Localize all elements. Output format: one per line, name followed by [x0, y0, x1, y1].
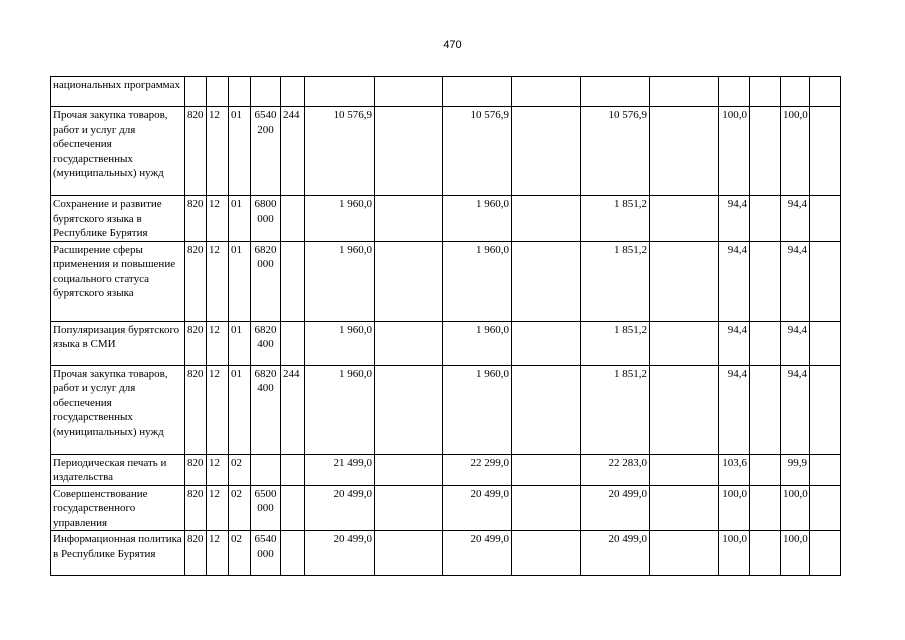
cell-empty [650, 454, 719, 485]
cell-percent-initial: 94,4 [719, 241, 750, 321]
cell-subsection: 01 [229, 365, 251, 454]
cell-percent-initial: 94,4 [719, 321, 750, 365]
cell-plan-initial: 20 499,0 [305, 485, 375, 531]
cell-target-article [251, 454, 281, 485]
cell-expense-type: 244 [281, 365, 305, 454]
cell-grbs: 820 [185, 531, 207, 576]
cell-empty [375, 321, 443, 365]
cell-empty [810, 531, 841, 576]
cell-empty [650, 107, 719, 196]
cell-name: Периодическая печать и издательства [51, 454, 185, 485]
cell-section [207, 77, 229, 107]
cell-grbs: 820 [185, 321, 207, 365]
cell-empty [650, 321, 719, 365]
cell-section: 12 [207, 241, 229, 321]
cell-percent-revised: 100,0 [781, 485, 810, 531]
cell-plan-revised [443, 77, 512, 107]
cell-actual: 1 851,2 [581, 321, 650, 365]
cell-target-article: 6820 000 [251, 241, 281, 321]
cell-empty [750, 454, 781, 485]
cell-empty [375, 365, 443, 454]
cell-percent-initial: 94,4 [719, 196, 750, 242]
cell-percent-initial [719, 77, 750, 107]
cell-percent-revised: 94,4 [781, 321, 810, 365]
cell-target-article: 6820 400 [251, 365, 281, 454]
cell-target-article: 6800 000 [251, 196, 281, 242]
table-row [51, 196, 841, 242]
cell-empty [375, 454, 443, 485]
cell-plan-revised: 1 960,0 [443, 241, 512, 321]
cell-empty [512, 107, 581, 196]
cell-empty [512, 241, 581, 321]
cell-empty [512, 365, 581, 454]
cell-percent-initial: 103,6 [719, 454, 750, 485]
cell-empty [810, 321, 841, 365]
cell-percent-revised: 94,4 [781, 365, 810, 454]
cell-expense-type [281, 241, 305, 321]
cell-plan-initial: 1 960,0 [305, 196, 375, 242]
cell-section: 12 [207, 485, 229, 531]
cell-plan-initial: 10 576,9 [305, 107, 375, 196]
cell-actual: 22 283,0 [581, 454, 650, 485]
cell-expense-type [281, 485, 305, 531]
cell-plan-initial: 21 499,0 [305, 454, 375, 485]
cell-percent-initial: 100,0 [719, 485, 750, 531]
cell-empty [810, 107, 841, 196]
cell-empty [650, 241, 719, 321]
cell-section: 12 [207, 107, 229, 196]
cell-grbs: 820 [185, 365, 207, 454]
cell-plan-initial: 1 960,0 [305, 321, 375, 365]
cell-target-article: 6540 200 [251, 107, 281, 196]
cell-name: Совершенствование государственного управления [51, 485, 185, 531]
cell-subsection: 02 [229, 485, 251, 531]
cell-empty [512, 485, 581, 531]
cell-empty [512, 454, 581, 485]
cell-empty [750, 321, 781, 365]
cell-empty [650, 77, 719, 107]
cell-section: 12 [207, 531, 229, 576]
table-row [51, 321, 841, 365]
cell-empty [810, 241, 841, 321]
cell-subsection [229, 77, 251, 107]
cell-actual: 20 499,0 [581, 531, 650, 576]
cell-plan-initial: 1 960,0 [305, 241, 375, 321]
cell-name: национальных программах [51, 77, 185, 107]
cell-subsection: 02 [229, 454, 251, 485]
cell-grbs [185, 77, 207, 107]
cell-empty [810, 365, 841, 454]
cell-empty [750, 365, 781, 454]
cell-empty [375, 77, 443, 107]
cell-empty [810, 485, 841, 531]
cell-grbs: 820 [185, 196, 207, 242]
cell-subsection: 02 [229, 531, 251, 576]
cell-empty [512, 321, 581, 365]
cell-subsection: 01 [229, 321, 251, 365]
cell-percent-revised: 100,0 [781, 107, 810, 196]
cell-actual: 20 499,0 [581, 485, 650, 531]
cell-section: 12 [207, 196, 229, 242]
cell-target-article: 6820 400 [251, 321, 281, 365]
cell-actual [581, 77, 650, 107]
table-row [51, 485, 841, 531]
cell-name: Популяризация бурятского языка в СМИ [51, 321, 185, 365]
cell-expense-type [281, 321, 305, 365]
cell-percent-revised: 100,0 [781, 531, 810, 576]
table-row [51, 107, 841, 196]
cell-empty [650, 196, 719, 242]
cell-plan-revised: 20 499,0 [443, 485, 512, 531]
cell-empty [650, 485, 719, 531]
cell-plan-revised: 20 499,0 [443, 531, 512, 576]
cell-grbs: 820 [185, 454, 207, 485]
cell-name: Расширение сферы применения и повышение социального статуса бурятского языка [51, 241, 185, 321]
cell-target-article: 6540 000 [251, 531, 281, 576]
cell-subsection: 01 [229, 107, 251, 196]
cell-subsection: 01 [229, 196, 251, 242]
cell-empty [512, 77, 581, 107]
page-number: 470 [443, 39, 462, 51]
cell-grbs: 820 [185, 241, 207, 321]
cell-target-article: 6500 000 [251, 485, 281, 531]
cell-section: 12 [207, 365, 229, 454]
table-row [51, 365, 841, 454]
cell-empty [512, 196, 581, 242]
cell-subsection: 01 [229, 241, 251, 321]
cell-plan-initial: 20 499,0 [305, 531, 375, 576]
cell-actual: 1 851,2 [581, 196, 650, 242]
cell-percent-revised: 99,9 [781, 454, 810, 485]
cell-empty [375, 531, 443, 576]
cell-actual: 10 576,9 [581, 107, 650, 196]
cell-empty [375, 485, 443, 531]
cell-empty [750, 107, 781, 196]
cell-grbs: 820 [185, 485, 207, 531]
cell-percent-initial: 100,0 [719, 531, 750, 576]
cell-empty [810, 454, 841, 485]
cell-empty [512, 531, 581, 576]
cell-section: 12 [207, 454, 229, 485]
cell-empty [750, 196, 781, 242]
table-row [51, 77, 841, 107]
cell-target-article [251, 77, 281, 107]
cell-plan-revised: 22 299,0 [443, 454, 512, 485]
table-row [51, 454, 841, 485]
cell-expense-type [281, 454, 305, 485]
cell-plan-revised: 1 960,0 [443, 321, 512, 365]
cell-empty [650, 531, 719, 576]
cell-plan-revised: 10 576,9 [443, 107, 512, 196]
cell-empty [750, 77, 781, 107]
cell-name: Сохранение и развитие бурятского языка в Республике Бурятия [51, 196, 185, 242]
table-row [51, 531, 841, 576]
cell-name: Информационная политика в Республике Бурятия [51, 531, 185, 576]
cell-percent-revised: 94,4 [781, 196, 810, 242]
cell-expense-type [281, 77, 305, 107]
cell-empty [750, 485, 781, 531]
cell-name: Прочая закупка товаров, работ и услуг для обеспечения государственных (муниципальных) нужд [51, 107, 185, 196]
cell-expense-type [281, 196, 305, 242]
cell-plan-initial: 1 960,0 [305, 365, 375, 454]
cell-empty [810, 77, 841, 107]
cell-plan-initial [305, 77, 375, 107]
cell-percent-revised [781, 77, 810, 107]
cell-empty [750, 531, 781, 576]
cell-name: Прочая закупка товаров, работ и услуг для обеспечения государственных (муниципальных) нужд [51, 365, 185, 454]
cell-plan-revised: 1 960,0 [443, 196, 512, 242]
table-row [51, 241, 841, 321]
cell-section: 12 [207, 321, 229, 365]
cell-actual: 1 851,2 [581, 365, 650, 454]
cell-plan-revised: 1 960,0 [443, 365, 512, 454]
cell-percent-initial: 100,0 [719, 107, 750, 196]
cell-empty [750, 241, 781, 321]
cell-empty [375, 196, 443, 242]
cell-empty [810, 196, 841, 242]
cell-empty [375, 241, 443, 321]
cell-grbs: 820 [185, 107, 207, 196]
cell-actual: 1 851,2 [581, 241, 650, 321]
cell-empty [375, 107, 443, 196]
cell-percent-initial: 94,4 [719, 365, 750, 454]
cell-expense-type [281, 531, 305, 576]
cell-percent-revised: 94,4 [781, 241, 810, 321]
cell-expense-type: 244 [281, 107, 305, 196]
cell-empty [650, 365, 719, 454]
budget-table [50, 76, 841, 576]
